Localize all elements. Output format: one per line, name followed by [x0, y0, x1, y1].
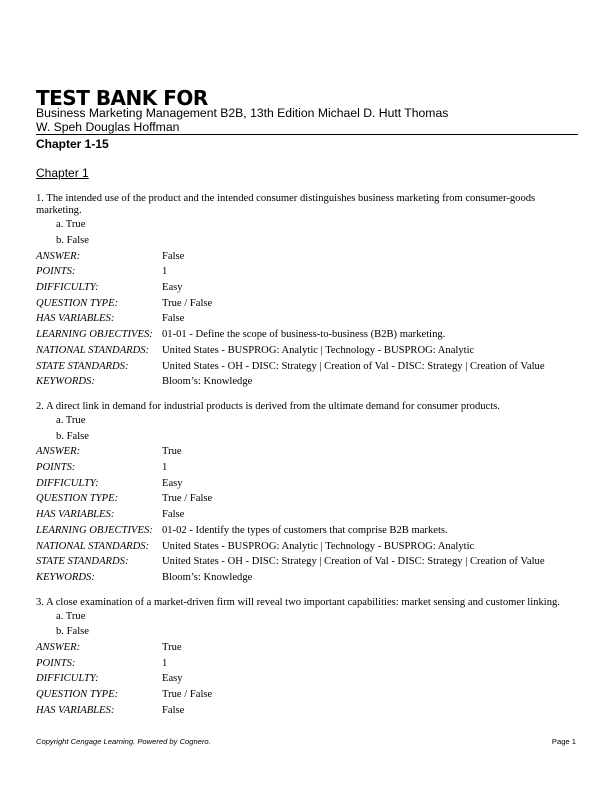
metadata-row [36, 554, 581, 570]
metadata-value: Easy [162, 477, 183, 489]
metadata-value: 1 [162, 266, 168, 278]
answer-option: a. True [56, 219, 86, 231]
question-list [36, 193, 581, 730]
metadata-row [36, 687, 581, 703]
metadata-row [36, 460, 581, 476]
metadata-row [36, 264, 581, 280]
metadata-label: POINTS: [36, 266, 76, 278]
metadata-value: 01-02 - Identify the types of customers that comprise B2B markets. [162, 524, 448, 536]
metadata-value: 1 [162, 462, 168, 474]
question-stem: 2. A direct link in demand for industrial products is derived from the ultimate demand for consumer products. [36, 400, 500, 412]
metadata-row [36, 444, 581, 460]
metadata-row [36, 656, 581, 672]
metadata-value: Easy [162, 282, 183, 293]
metadata-row [36, 296, 581, 312]
metadata-label: QUESTION TYPE: [36, 493, 119, 505]
metadata-label: LEARNING OBJECTIVES: [36, 524, 153, 536]
metadata-value: False [162, 509, 185, 521]
metadata-row [36, 539, 581, 555]
metadata-label: KEYWORDS: [36, 376, 95, 388]
subtitle-line-1: Business Marketing Management B2B, 13th Edition Michael D. Hutt Thomas [36, 106, 449, 120]
chapter-heading: Chapter 1 [36, 166, 89, 180]
footer-page-number: Page 1 [551, 737, 576, 746]
metadata-row [36, 343, 581, 359]
metadata-label: POINTS: [36, 657, 76, 669]
metadata-row [36, 491, 581, 507]
metadata-row [36, 570, 581, 586]
document-title: TEST BANK FOR [36, 86, 208, 110]
question-stem: 3. A close examination of a market-driven firm will reveal two important capabilities: market sensing and customer linking. [36, 596, 560, 608]
metadata-row [36, 523, 581, 539]
metadata-label: STATE STANDARDS: [36, 556, 129, 568]
metadata-row [36, 359, 581, 375]
metadata-label: DIFFICULTY: [36, 673, 99, 685]
metadata-label: ANSWER: [36, 250, 81, 262]
subtitle-line-2: W. Speh Douglas Hoffman [36, 119, 180, 134]
chapter-range: Chapter 1-15 [36, 137, 109, 151]
footer-copyright: Copyright Cengage Learning. Powered by Cognero. [36, 737, 211, 746]
metadata-label: DIFFICULTY: [36, 477, 99, 489]
metadata-value: United States - OH - DISC: Strategy | Creation of Val - DISC: Strategy | Creation of Value [162, 360, 545, 372]
header-divider [36, 134, 578, 135]
metadata-label: ANSWER: [36, 642, 81, 654]
metadata-value: True / False [162, 689, 213, 701]
metadata-label: HAS VARIABLES: [36, 704, 115, 716]
metadata-label: STATE STANDARDS: [36, 360, 129, 372]
metadata-label: POINTS: [36, 462, 76, 474]
metadata-value: True [162, 642, 182, 654]
metadata-label: NATIONAL STANDARDS: [36, 344, 150, 356]
metadata-value: False [162, 250, 185, 262]
answer-option: b. False [56, 430, 89, 442]
metadata-label: KEYWORDS: [36, 571, 95, 583]
metadata-value: Easy [162, 673, 183, 685]
question-block [36, 401, 581, 586]
metadata-label: QUESTION TYPE: [36, 689, 119, 701]
answer-option: b. False [56, 626, 89, 638]
metadata-label: QUESTION TYPE: [36, 297, 119, 309]
metadata-value: False [162, 704, 185, 716]
answer-option: b. False [56, 235, 89, 246]
question-stem: 1. The intended use of the product and the intended consumer distinguishes business marketing from consumer-goods marketing. [36, 193, 536, 217]
metadata-row [36, 374, 581, 390]
question-block [36, 597, 581, 719]
metadata-value: False [162, 313, 185, 325]
metadata-value: True [162, 446, 182, 458]
metadata-value: True / False [162, 493, 213, 505]
metadata-label: HAS VARIABLES: [36, 313, 115, 325]
metadata-row [36, 311, 581, 327]
metadata-value: True / False [162, 297, 213, 309]
metadata-label: LEARNING OBJECTIVES: [36, 329, 153, 341]
metadata-row [36, 640, 581, 656]
metadata-label: ANSWER: [36, 446, 81, 458]
document-subtitle [36, 107, 576, 134]
metadata-row [36, 507, 581, 523]
metadata-label: DIFFICULTY: [36, 282, 99, 293]
metadata-value: 01-01 - Define the scope of business-to-business (B2B) marketing. [162, 329, 446, 341]
metadata-row [36, 671, 581, 687]
metadata-row [36, 249, 581, 265]
metadata-label: NATIONAL STANDARDS: [36, 540, 150, 552]
answer-option: a. True [56, 415, 86, 427]
metadata-value: United States - BUSPROG: Analytic | Technology - BUSPROG: Analytic [162, 344, 475, 356]
metadata-row [36, 280, 581, 296]
metadata-value: 1 [162, 657, 168, 669]
metadata-value: Bloom’s: Knowledge [162, 376, 253, 388]
metadata-label: HAS VARIABLES: [36, 509, 115, 521]
metadata-row [36, 476, 581, 492]
metadata-row [36, 327, 581, 343]
question-block [36, 193, 581, 390]
metadata-row [36, 703, 581, 719]
metadata-value: Bloom’s: Knowledge [162, 571, 253, 583]
metadata-value: United States - OH - DISC: Strategy | Creation of Val - DISC: Strategy | Creation of Value [162, 556, 545, 568]
metadata-value: United States - BUSPROG: Analytic | Technology - BUSPROG: Analytic [162, 540, 475, 552]
answer-option: a. True [56, 610, 86, 622]
